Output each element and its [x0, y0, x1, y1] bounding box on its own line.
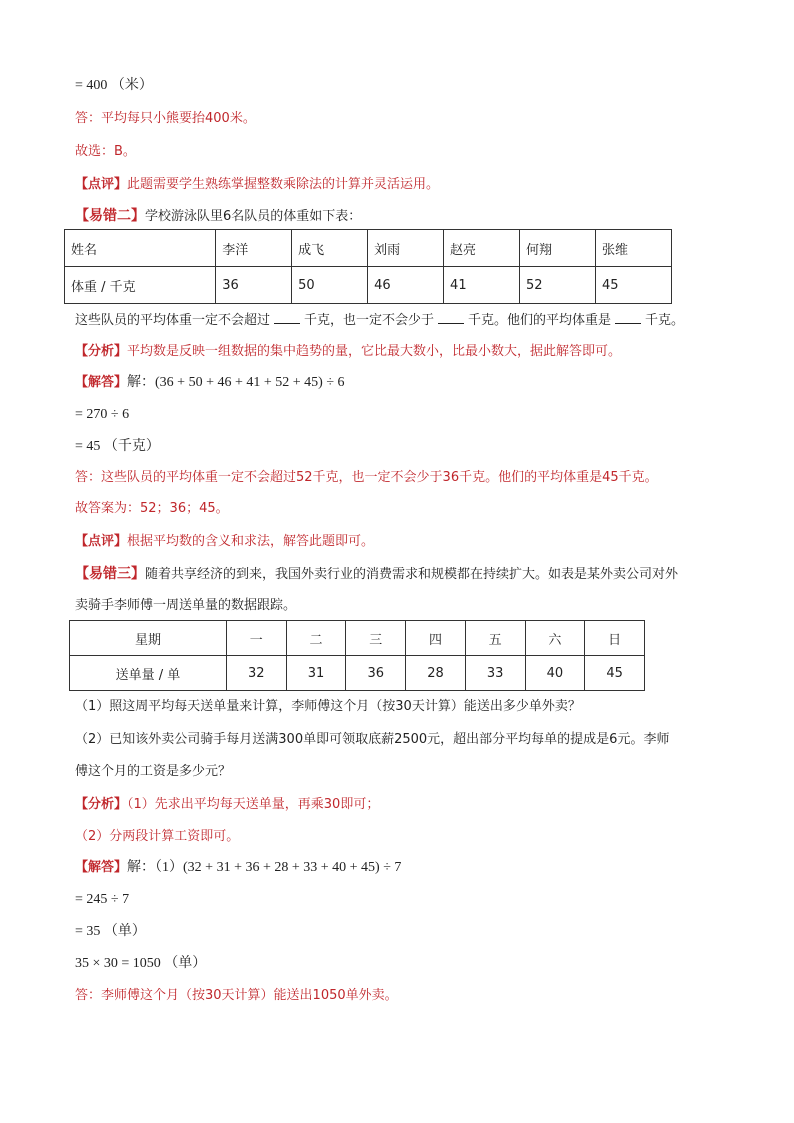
solution2-tag: 【解答】 [75, 375, 128, 390]
table-cell: 一 [226, 621, 286, 656]
table-cell: 40 [525, 656, 585, 691]
table-cell: 四 [406, 621, 466, 656]
answer2-summary: 故答案为：52；36；45。 [75, 501, 229, 516]
delivery-orders-table [69, 620, 645, 691]
table-cell: 何翔 [520, 230, 596, 267]
analysis3-tag: 【分析】 [75, 797, 128, 812]
section3-tag: 【易错三】 [75, 566, 145, 582]
table-cell: 32 [226, 656, 286, 691]
table-cell: 张维 [595, 230, 671, 267]
table-cell: 50 [292, 267, 368, 304]
question2-part: 这些队员的平均体重一定不会超过 [75, 313, 271, 328]
section2-text: 学校游泳队里6名队员的体重如下表： [145, 209, 362, 224]
table-cell: 52 [520, 267, 596, 304]
table-cell: 36 [216, 267, 292, 304]
analysis3-line [75, 796, 379, 814]
solution3-step: 35 × 30 = 1050 （单） [75, 956, 207, 971]
comment2-line [75, 533, 374, 551]
table-row [70, 621, 645, 656]
table-cell: 六 [525, 621, 585, 656]
solution3-step: = 35 （单） [75, 924, 146, 939]
analysis3-line-2: （2）分两段计算工资即可。 [75, 829, 240, 844]
solution2-step: = 45 （千克） [75, 439, 160, 454]
choice-line: 故选：B。 [75, 144, 136, 159]
table-header-cell: 星期 [70, 621, 227, 656]
table-row [65, 230, 672, 267]
table-row [70, 656, 645, 691]
table-cell: 五 [465, 621, 525, 656]
solution3-step: = 245 ÷ 7 [75, 892, 130, 907]
analysis2-line [75, 343, 621, 361]
section2-heading [75, 207, 361, 226]
solution2-step: = 270 ÷ 6 [75, 407, 130, 422]
table-cell: 成飞 [292, 230, 368, 267]
table-cell: 日 [585, 621, 645, 656]
swim-team-weight-table [64, 229, 672, 304]
question2-part: 千克。他们的平均体重是 [468, 313, 612, 328]
table-cell: 31 [286, 656, 346, 691]
solution3-tag: 【解答】 [75, 860, 128, 875]
section3-text: 随着共享经济的到来，我国外卖行业的消费需求和规模都在持续扩大。如表是某外卖公司对外 [145, 567, 679, 582]
table-cell: 46 [368, 267, 444, 304]
answer3-line: 答：李师傅这个月（按30天计算）能送出1050单外卖。 [75, 988, 398, 1003]
question3-2: （2）已知该外卖公司骑手每月送满300单即可领取底薪2500元，超出部分平均每单的提成是6元。李师 [75, 732, 670, 747]
table-header-cell: 送单量 / 单 [70, 656, 227, 691]
solution3-line [75, 859, 401, 877]
table-header-cell: 体重 / 千克 [65, 267, 216, 304]
answer-line: 答：平均每只小熊要抬400米。 [75, 111, 256, 126]
section3-heading [75, 565, 678, 584]
section3-text-cont: 卖骑手李师傅一周送单量的数据跟踪。 [75, 598, 297, 613]
comment-tag: 【点评】 [75, 177, 128, 192]
comment2-tag: 【点评】 [75, 534, 128, 549]
table-cell: 二 [286, 621, 346, 656]
answer2-line: 答：这些队员的平均体重一定不会超过52千克，也一定不会少于36千克。他们的平均体重是45千克。 [75, 470, 658, 485]
question2-part: 千克，也一定不会少于 [304, 313, 435, 328]
solution2-expr: 解：(36 + 50 + 46 + 41 + 52 + 45) ÷ 6 [127, 375, 345, 390]
table-row [65, 267, 672, 304]
answer-blank [438, 311, 464, 324]
section2-tag: 【易错二】 [75, 208, 145, 224]
table-cell: 45 [595, 267, 671, 304]
solution2-line [75, 374, 345, 392]
calc-result-line: = 400 （米） [75, 78, 153, 93]
answer-blank [274, 311, 300, 324]
solution3-expr: 解：（1）(32 + 31 + 36 + 28 + 33 + 40 + 45) ÷ 7 [127, 860, 402, 875]
table-header-cell: 姓名 [65, 230, 216, 267]
table-cell: 28 [406, 656, 466, 691]
table-cell: 41 [444, 267, 520, 304]
table-cell: 33 [465, 656, 525, 691]
question3-1: （1）照这周平均每天送单量来计算，李师傅这个月（按30天计算）能送出多少单外卖？ [75, 699, 581, 714]
table-cell: 三 [346, 621, 406, 656]
table-cell: 赵亮 [444, 230, 520, 267]
answer-blank [615, 311, 641, 324]
question2-line [75, 311, 684, 330]
table-cell: 36 [346, 656, 406, 691]
comment2-text: 根据平均数的含义和求法，解答此题即可。 [127, 534, 375, 549]
table-cell: 45 [585, 656, 645, 691]
comment-text: 此题需要学生熟练掌握整数乘除法的计算并灵活运用。 [127, 177, 440, 192]
analysis2-text: 平均数是反映一组数据的集中趋势的量，它比最大数小，比最小数大，据此解答即可。 [127, 344, 622, 359]
comment-line [75, 176, 439, 194]
analysis3-text: （1）先求出平均每天送单量，再乘30即可； [127, 797, 380, 812]
question3-2-cont: 傅这个月的工资是多少元？ [75, 764, 232, 779]
table-cell: 李洋 [216, 230, 292, 267]
analysis2-tag: 【分析】 [75, 344, 128, 359]
question2-part: 千克。 [645, 313, 685, 328]
table-cell: 刘雨 [368, 230, 444, 267]
